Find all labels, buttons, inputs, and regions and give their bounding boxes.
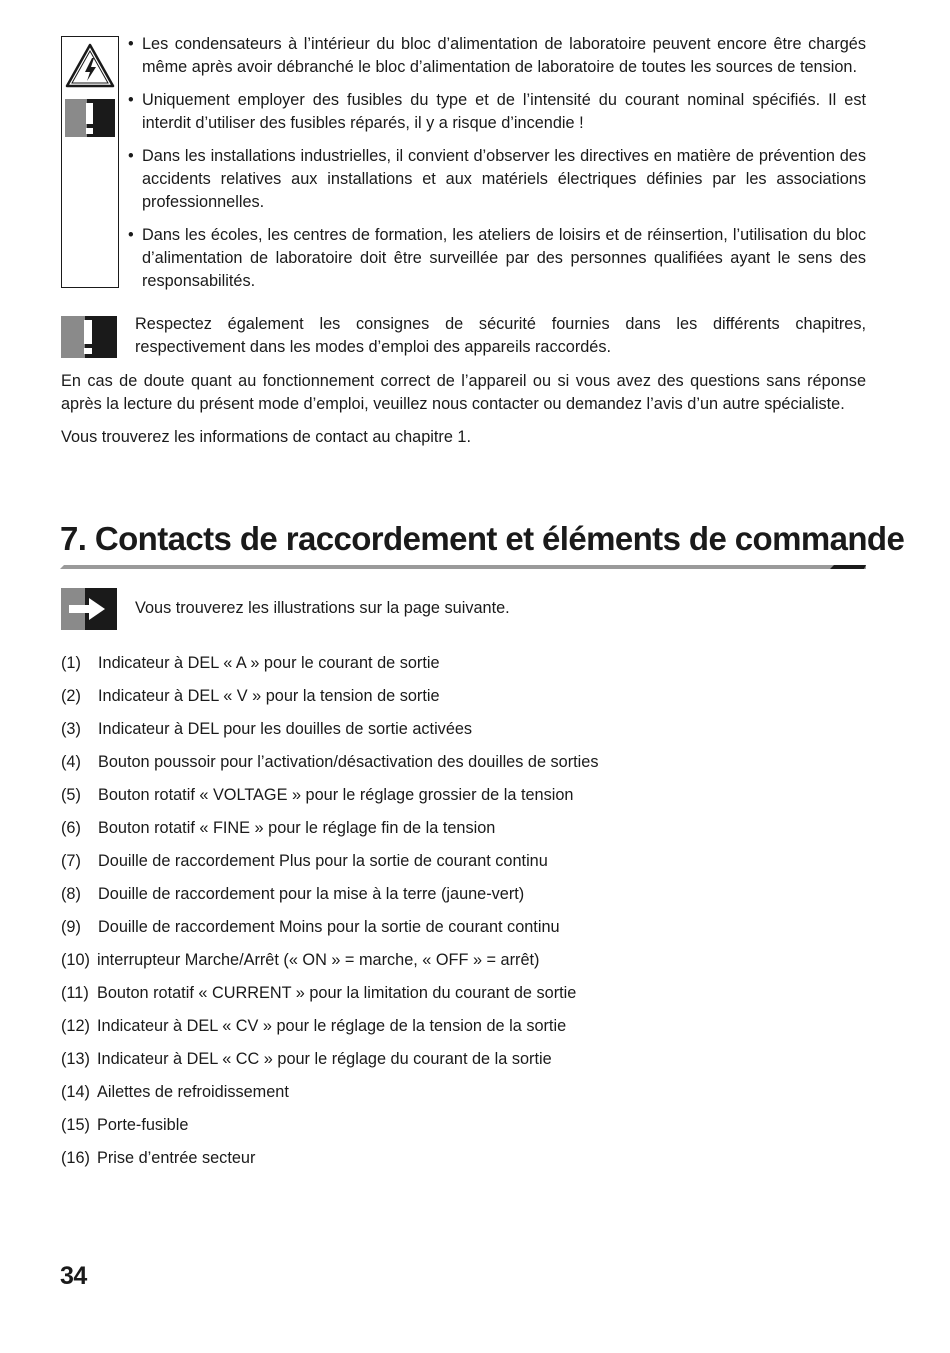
warning-item: • Dans les installations industrielles, il convient d’observer les directives en matière de prévention des accidents relatives aux installations et aux matériels électriques définies par les associations professionnelles.: [128, 145, 866, 214]
warning-item: • Dans les écoles, les centres de formation, les ateliers de loisirs et de réinsertion, l’utilisation du bloc d’alimentation de laboratoire doit être surveillée par des personnes qualifiées ayant le sens des responsabilités.: [128, 224, 866, 293]
item-number: (4): [61, 753, 81, 771]
arrow-right-icon: [61, 588, 117, 630]
item-text: Douille de raccordement Moins pour la sortie de courant continu: [98, 918, 560, 936]
list-item: [61, 652, 599, 685]
list-item: [61, 949, 599, 982]
item-text: Indicateur à DEL pour les douilles de sortie activées: [98, 720, 473, 738]
warning-item: • Les condensateurs à l’intérieur du bloc d’alimentation de laboratoire peuvent encore être chargés même après avoir débranché le bloc d’alimentation de laboratoire de toutes les sources de tension.: [128, 33, 866, 79]
list-item: [61, 685, 599, 718]
item-number: (9): [61, 918, 81, 936]
item-text: Indicateur à DEL « CC » pour le réglage du courant de la sortie: [97, 1050, 552, 1068]
item-number: (7): [61, 852, 81, 870]
list-item: [61, 718, 599, 751]
list-item: [61, 1081, 599, 1114]
list-item: [61, 751, 599, 784]
list-item: [61, 784, 599, 817]
exclamation-icon: [61, 316, 117, 358]
item-number: (2): [61, 687, 81, 705]
attention-note: Respectez également les consignes de sécurité fournies dans les différents chapitres, respectivement dans les modes d’emploi des appareils raccordés.: [135, 315, 866, 356]
illustration-pointer-text: Vous trouverez les illustrations sur la page suivante.: [135, 599, 510, 617]
item-number: (10): [61, 951, 90, 969]
item-text: Bouton rotatif « FINE » pour le réglage fin de la tension: [98, 819, 496, 837]
item-text: Bouton poussoir pour l’activation/désactivation des douilles de sorties: [98, 753, 599, 771]
list-item: [61, 850, 599, 883]
item-number: (5): [61, 786, 81, 804]
item-number: (13): [61, 1050, 90, 1068]
item-number: (16): [61, 1149, 90, 1167]
item-number: (3): [61, 720, 81, 738]
item-number: (11): [61, 984, 89, 1002]
list-item: [61, 916, 599, 949]
item-number: (12): [61, 1017, 90, 1035]
list-item: [61, 817, 599, 850]
item-number: (15): [61, 1116, 90, 1134]
warning-icon-box: [61, 36, 119, 288]
warning-list: [128, 33, 866, 303]
item-text: Douille de raccordement pour la mise à la terre (jaune-vert): [98, 885, 525, 903]
item-text: Bouton rotatif « VOLTAGE » pour le réglage grossier de la tension: [98, 786, 574, 804]
control-elements-list: [61, 652, 599, 1180]
page-number: 34: [60, 1262, 87, 1290]
list-item: [61, 1114, 599, 1147]
item-text: Indicateur à DEL « CV » pour le réglage de la tension de la sortie: [97, 1017, 567, 1035]
list-item: [61, 1147, 599, 1180]
list-item: [61, 1048, 599, 1081]
item-text: Prise d’entrée secteur: [97, 1149, 256, 1167]
warning-item: • Uniquement employer des fusibles du type et de l’intensité du courant nominal spécifiés. Il est interdit d’utiliser des fusibles réparés, il y a risque d’incendie !: [128, 89, 866, 135]
item-text: Bouton rotatif « CURRENT » pour la limitation du courant de sortie: [97, 984, 577, 1002]
list-item: [61, 982, 599, 1015]
exclamation-icon: [65, 99, 115, 137]
contact-paragraph: En cas de doute quant au fonctionnement correct de l’appareil ou si vous avez des questions sans réponse après la lecture du présent mode d’emploi, veuillez nous contacter ou demandez l’avis d’un autre spécialiste.: [61, 372, 866, 413]
high-voltage-warning-icon: [65, 43, 115, 89]
item-text: Ailettes de refroidissement: [97, 1083, 289, 1101]
contact-reference: Vous trouverez les informations de contact au chapitre 1.: [61, 428, 471, 446]
section-rule: [60, 563, 866, 571]
item-number: (14): [61, 1083, 90, 1101]
item-number: (6): [61, 819, 81, 837]
item-text: Porte-fusible: [97, 1116, 189, 1134]
item-text: interrupteur Marche/Arrêt (« ON » = marche, « OFF » = arrêt): [97, 951, 540, 969]
list-item: [61, 1015, 599, 1048]
item-number: (8): [61, 885, 81, 903]
item-number: (1): [61, 654, 81, 672]
item-text: Douille de raccordement Plus pour la sortie de courant continu: [98, 852, 548, 870]
item-text: Indicateur à DEL « V » pour la tension de sortie: [98, 687, 440, 705]
item-text: Indicateur à DEL « A » pour le courant de sortie: [98, 654, 440, 672]
list-item: [61, 883, 599, 916]
section-title: 7. Contacts de raccordement et éléments de commande: [60, 520, 905, 557]
